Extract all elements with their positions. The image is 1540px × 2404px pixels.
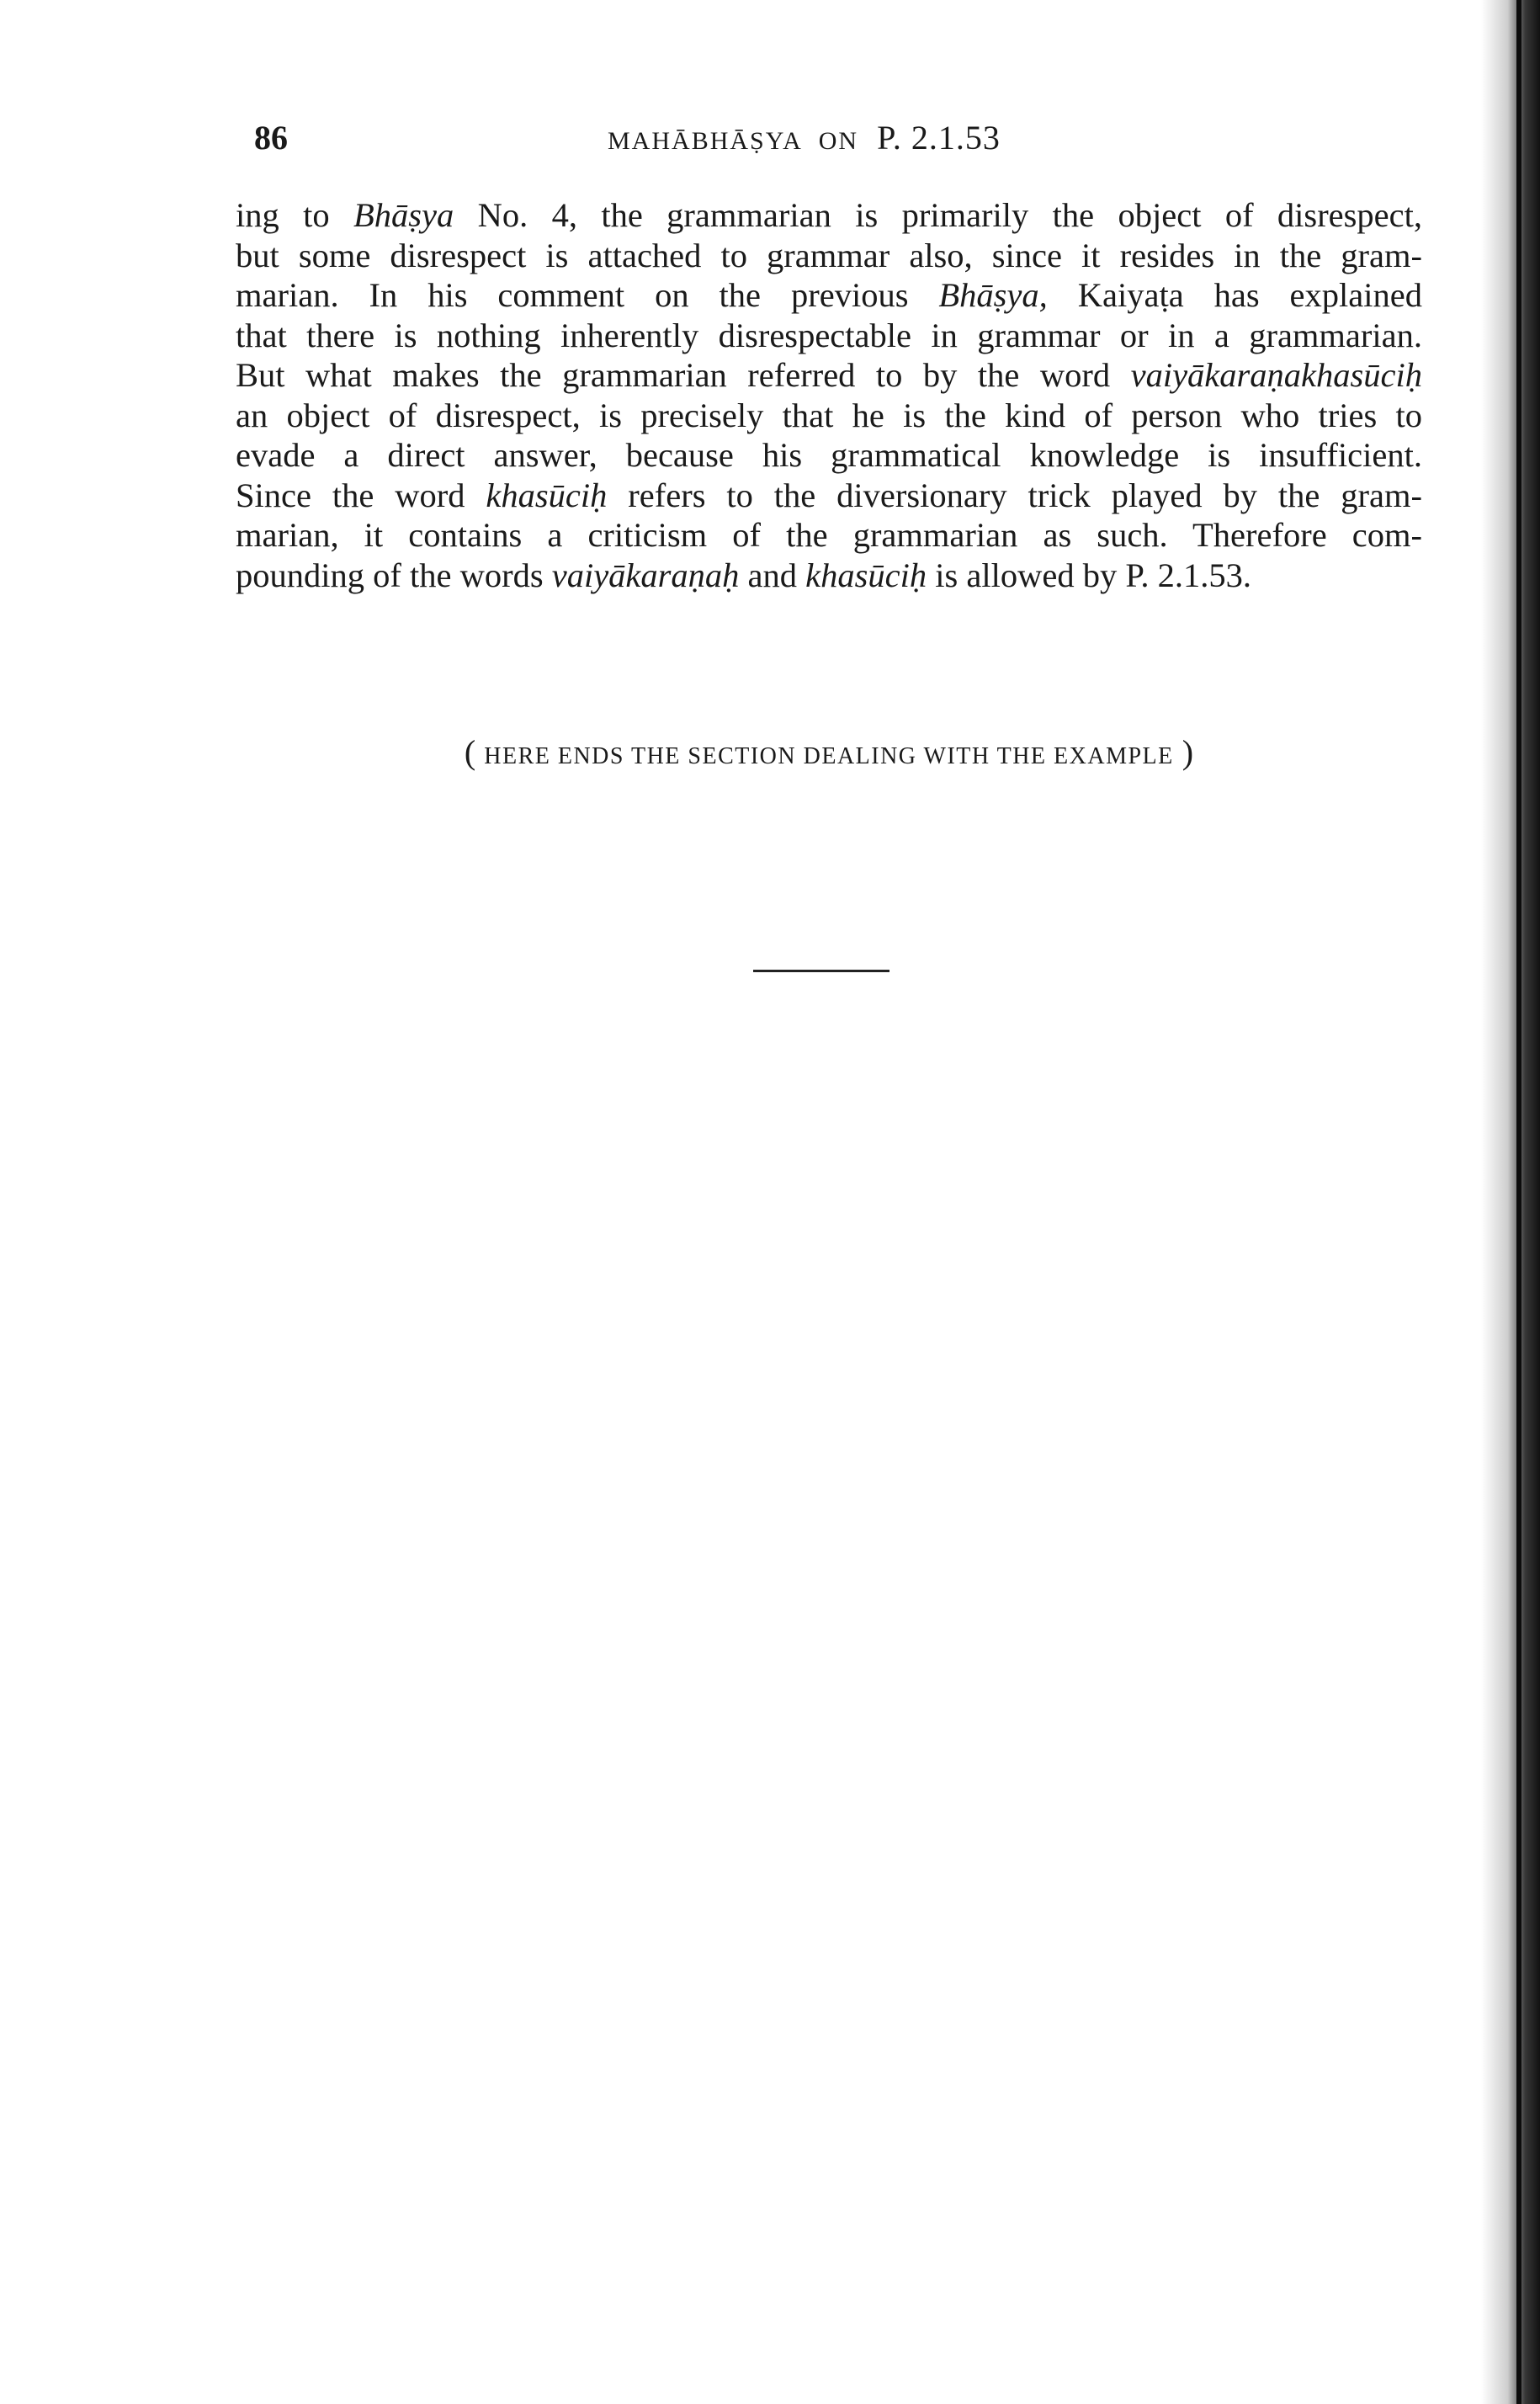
text-line — [236, 435, 1422, 476]
title-part-4: ĀṢ — [730, 127, 766, 155]
text-line — [236, 515, 1422, 556]
section-divider-rule — [753, 970, 889, 972]
italic-term: vaiyākaraṇaḥ — [551, 556, 740, 594]
body-paragraph — [236, 195, 1422, 595]
title-reference: P. 2.1.53 — [877, 119, 1001, 157]
title-part-on: ON — [818, 127, 859, 155]
text-run: marian. In his comment on the previous — [236, 276, 939, 314]
title-small-caps — [608, 127, 858, 155]
italic-term: Bhāṣya — [353, 196, 454, 234]
title-part-5: YA — [765, 127, 803, 155]
text-run: pounding of the words — [236, 556, 552, 594]
text-run: Since the word — [236, 476, 486, 514]
text-run: evade a direct answer, because his grammatical knowledge is insufficient. — [236, 436, 1422, 474]
text-line — [236, 236, 1422, 276]
text-line — [236, 396, 1422, 436]
title-part-2: Ā — [672, 127, 692, 155]
italic-term: khasūciḥ — [805, 556, 927, 594]
text-run: is allowed by P. 2.1.53. — [927, 556, 1252, 594]
text-line — [236, 476, 1422, 516]
close-paren: ) — [1182, 733, 1194, 771]
text-line — [236, 316, 1422, 356]
italic-term: vaiyākaraṇakhasūciḥ — [1130, 356, 1422, 394]
running-head — [254, 118, 1424, 168]
open-paren: ( — [464, 733, 476, 771]
italic-term: Bhāṣya, — [938, 276, 1048, 314]
text-run: But what makes the grammarian referred to by the word — [236, 356, 1131, 394]
title-part-1: MAH — [608, 127, 672, 155]
text-run: but some disrespect is attached to grammar also, since it resides in the gram- — [236, 236, 1422, 274]
italic-term: khasūciḥ — [486, 476, 608, 514]
text-line — [236, 195, 1422, 236]
running-title — [608, 118, 1001, 157]
text-run: Kaiyaṭa has explained — [1047, 276, 1422, 314]
section-end-note — [236, 732, 1422, 772]
title-part-3: BH — [691, 127, 730, 155]
page-edge-shadow — [1481, 0, 1540, 2404]
page-number: 86 — [254, 119, 288, 157]
page-edge-line — [1516, 0, 1521, 2404]
text-run: and — [739, 556, 806, 594]
text-line — [236, 355, 1422, 396]
end-note-text: HERE ENDS THE SECTION DEALING WITH THE EXAMPLE — [484, 743, 1174, 769]
text-run: No. 4, the grammarian is primarily the object of disrespect, — [454, 196, 1422, 234]
text-run: refers to the diversionary trick played by the gram- — [607, 476, 1422, 514]
text-line — [236, 556, 1422, 596]
text-run: that there is nothing inherently disrespectable in grammar or in a grammarian. — [236, 316, 1422, 354]
text-run: an object of disrespect, is precisely that he is the kind of person who tries to — [236, 396, 1422, 434]
text-run: ing to — [236, 196, 353, 234]
text-line — [236, 275, 1422, 316]
text-run: marian, it contains a criticism of the grammarian as such. Therefore com- — [236, 516, 1422, 554]
